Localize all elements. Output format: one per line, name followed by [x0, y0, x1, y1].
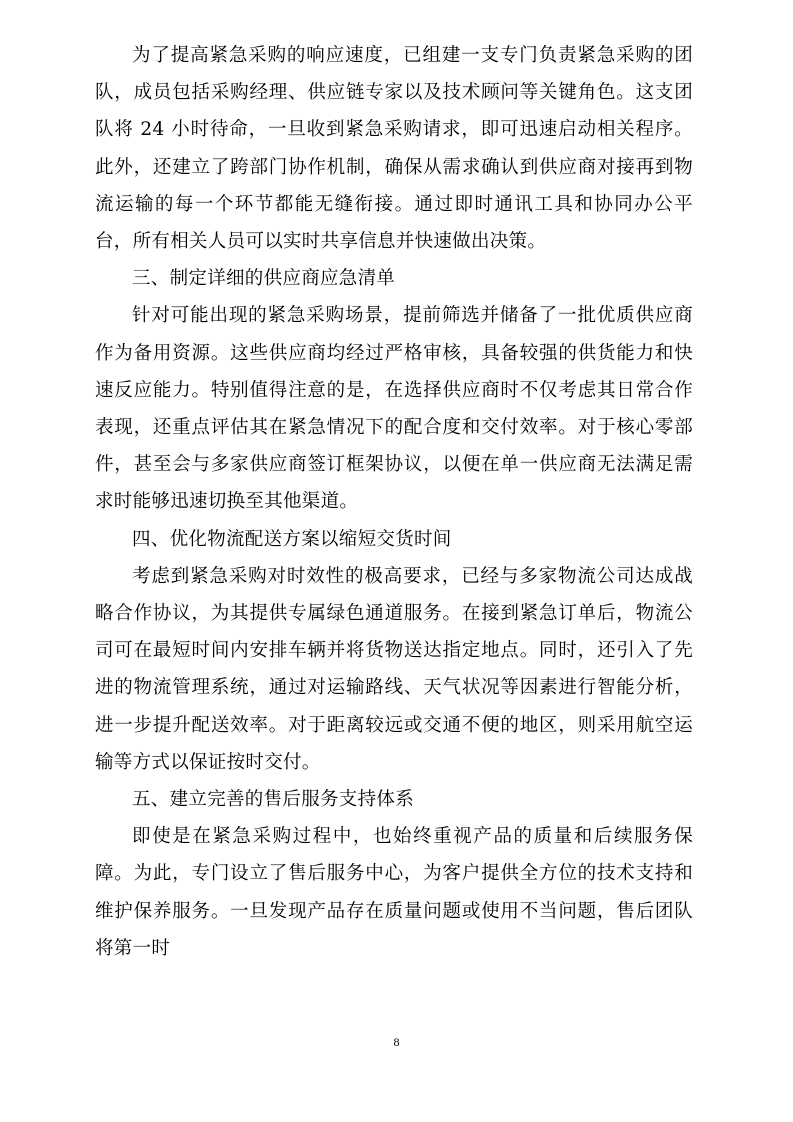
section-heading-after-sales: 五、建立完善的售后服务支持体系 [132, 789, 415, 811]
section-heading-supplier-list: 三、制定详细的供应商应急清单 [132, 268, 396, 290]
document-body [95, 37, 693, 967]
paragraph-response-team: 为了提高紧急采购的响应速度，已组建一支专门负责紧急采购的团队，成员包括采购经理、供应链专家以及技术顾问等关键角色。这支团队将 24 小时待命，一旦收到紧急采购请求，即可迅速启动相关程序。此外，还建立了跨部门协作机制，确保从需求确认到供应商对接再到物流运输的每一个环节都能无缝衔接。通过即时通讯工具和协同办公平台，所有相关人员可以实时共享信息并快速做出决策。 [95, 45, 693, 253]
paragraph-logistics: 考虑到紧急采购对时效性的极高要求，已经与多家物流公司达成战略合作协议，为其提供专属绿色通道服务。在接到紧急订单后，物流公司可在最短时间内安排车辆并将货物送达指定地点。同时，还引入了先进的物流管理系统，通过对运输路线、天气状况等因素进行智能分析，进一步提升配送效率。对于距离较远或交通不便的地区，则采用航空运输等方式以保证按时交付。 [95, 565, 693, 773]
paragraph-after-sales: 即使是在紧急采购过程中，也始终重视产品的质量和后续服务保障。为此，专门设立了售后服务中心，为客户提供全方位的技术支持和维护保养服务。一旦发现产品存在质量问题或使用不当问题，售后团队将第一时 [95, 826, 693, 959]
page-number: 8 [393, 1035, 400, 1049]
paragraph-supplier-list: 针对可能出现的紧急采购场景，提前筛选并储备了一批优质供应商作为备用资源。这些供应商均经过严格审核，具备较强的供货能力和快速反应能力。特别值得注意的是，在选择供应商时不仅考虑其日常合作表现，还重点评估其在紧急情况下的配合度和交付效率。对于核心零部件，甚至会与多家供应商签订框架协议，以便在单一供应商无法满足需求时能够迅速切换至其他渠道。 [95, 305, 693, 513]
section-heading-logistics: 四、优化物流配送方案以缩短交货时间 [132, 528, 452, 550]
